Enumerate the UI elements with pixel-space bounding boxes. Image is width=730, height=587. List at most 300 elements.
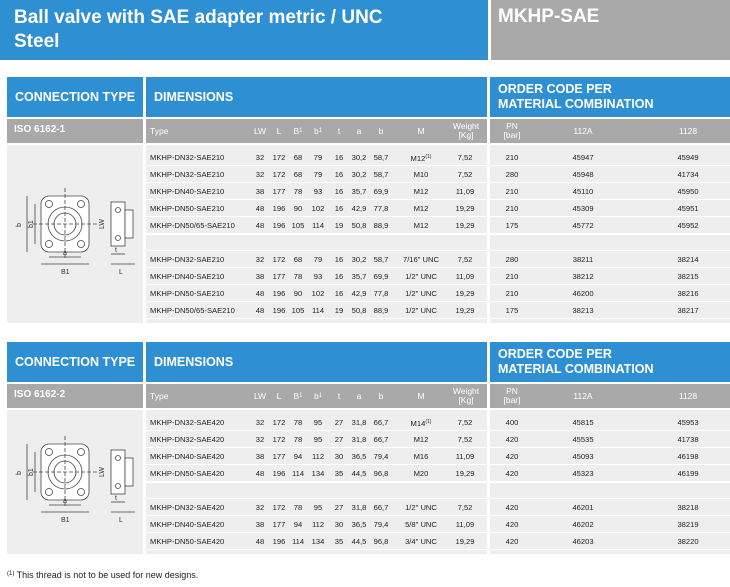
col-l-label: L [276, 390, 282, 401]
cell-b [368, 285, 394, 302]
cell-lw-value: 48 [255, 306, 265, 315]
col-b1-subscript: 1 [299, 127, 303, 134]
cell-m [392, 533, 450, 550]
group-separator [146, 234, 487, 251]
cell-weight [448, 217, 482, 234]
section-iso-6162-2 [0, 342, 730, 564]
order-code-header-line1: ORDER CODE PER [498, 347, 612, 361]
product-code: MKHP-SAE [491, 0, 730, 60]
cell-c2: 38216 [677, 289, 699, 298]
cell-b1l [306, 149, 330, 166]
cell-type [150, 166, 250, 183]
drawing-label-b1-lower: b1 [28, 468, 35, 476]
col-type-header [150, 384, 210, 408]
cell-l-value: 177 [272, 452, 286, 461]
cell-type-value: MKHP-DN50-SAE420 [150, 537, 225, 546]
cell-m [392, 465, 450, 482]
cell-type-value: MKHP-DN50-SAE210 [150, 289, 225, 298]
cell-b1l [306, 516, 330, 533]
dimensions-column-headers [146, 119, 487, 143]
cell-lw [250, 499, 270, 516]
cell-l-value: 177 [272, 187, 286, 196]
cell-pn: 175 [505, 221, 519, 230]
cell-b1l-value: 93 [313, 187, 323, 196]
cell-b1l-value: 112 [311, 452, 325, 461]
order-code-header-line2: MATERIAL COMBINATION [498, 362, 654, 376]
cell-pn: 210 [505, 187, 519, 196]
table-row [146, 431, 487, 448]
cell-c2: 45949 [677, 153, 699, 162]
cell-m-value: M20 [413, 469, 429, 478]
col-lw-header [250, 119, 270, 143]
cell-c2: 46199 [677, 469, 699, 478]
cell-m-value: 3/4" UNC [405, 537, 437, 546]
col-112a-label: 112A [573, 125, 593, 136]
cell-lw-value: 32 [255, 255, 265, 264]
cell-type [150, 268, 250, 285]
drawing-label-l: L [119, 269, 123, 276]
table-row [490, 149, 730, 166]
table-row [490, 499, 730, 516]
cell-c1: 46200 [572, 289, 594, 298]
col-type-header [150, 119, 210, 143]
cell-weight-value: 7,52 [457, 435, 473, 444]
cell-weight [448, 251, 482, 268]
cell-c2: 38220 [677, 537, 699, 546]
cell-pn: 420 [505, 537, 519, 546]
cell-weight [448, 285, 482, 302]
cell-type [150, 448, 250, 465]
cell-a-value: 44,5 [351, 537, 367, 546]
cell-pn: 210 [505, 153, 519, 162]
cell-b1l [306, 431, 330, 448]
drawing-label-lw: LW [99, 219, 106, 229]
cell-c2: 45953 [677, 418, 699, 427]
cell-weight-value: 19,29 [455, 289, 475, 298]
cell-t-value: 27 [334, 503, 344, 512]
technical-drawing [7, 410, 143, 554]
cell-b [368, 268, 394, 285]
col-b-label: b [378, 390, 384, 401]
cell-pn: 420 [505, 435, 519, 444]
cell-m-value: M14 [410, 419, 426, 428]
table-row [490, 465, 730, 482]
cell-b1-value: 78 [293, 187, 303, 196]
cell-b1l [306, 268, 330, 285]
cell-b-value: 96,8 [373, 469, 389, 478]
col-m-label: M [417, 390, 425, 401]
col-b1-lower-header [306, 119, 330, 143]
cell-b [368, 499, 394, 516]
col-pn-label: PN [506, 386, 518, 396]
cell-pn: 420 [505, 520, 519, 529]
col-l-label: L [276, 125, 282, 136]
cell-a-value: 30,2 [351, 153, 367, 162]
col-weight-unit: [Kg] [458, 130, 474, 140]
cell-b1-value: 94 [293, 520, 303, 529]
cell-l-value: 196 [272, 537, 286, 546]
cell-m [392, 251, 450, 268]
cell-a-value: 31,8 [351, 435, 367, 444]
col-a-label: a [356, 390, 362, 401]
group-separator [490, 482, 730, 499]
cell-b1l [306, 414, 330, 431]
cell-type-value: MKHP-DN40-SAE210 [150, 187, 225, 196]
cell-l-value: 196 [272, 469, 286, 478]
table-row [490, 516, 730, 533]
group-separator [146, 482, 487, 499]
cell-weight [448, 414, 482, 431]
cell-type [150, 149, 250, 166]
cell-b1l-value: 114 [311, 306, 325, 315]
cell-pn: 210 [505, 289, 519, 298]
cell-weight [448, 183, 482, 200]
cell-t-value: 16 [334, 187, 344, 196]
page-subtitle: Steel [14, 31, 60, 52]
cell-b1l-value: 114 [311, 221, 325, 230]
cell-t-value: 27 [334, 435, 344, 444]
cell-pn: 175 [505, 306, 519, 315]
cell-t-value: 35 [334, 469, 344, 478]
cell-a-value: 35,7 [351, 272, 367, 281]
col-pn-header [494, 119, 530, 143]
cell-l-value: 196 [272, 204, 286, 213]
cell-weight [448, 448, 482, 465]
cell-b1l-value: 79 [313, 255, 323, 264]
cell-m [392, 183, 450, 200]
cell-weight-value: 7,52 [457, 153, 473, 162]
cell-c1: 38213 [572, 306, 594, 315]
page-title: Ball valve with SAE adapter metric / UNC [14, 7, 383, 28]
cell-type [150, 431, 250, 448]
drawing-label-b1: B1 [61, 517, 70, 524]
cell-weight [448, 149, 482, 166]
cell-type-value: MKHP-DN32-SAE210 [150, 153, 225, 162]
cell-weight-value: 19,29 [455, 537, 475, 546]
cell-b1-value: 114 [291, 469, 305, 478]
cell-b1l [306, 285, 330, 302]
col-b1-lower-label: b [313, 390, 319, 401]
cell-type [150, 414, 250, 431]
drawing-label-b: b [16, 471, 23, 475]
cell-l-value: 196 [272, 306, 286, 315]
col-pn-header-text [503, 122, 520, 140]
table-row [490, 533, 730, 550]
cell-lw-value: 32 [255, 503, 265, 512]
cell-m-value: 1/2" UNC [405, 289, 437, 298]
cell-m-value: M12 [413, 221, 429, 230]
cell-lw-value: 38 [255, 272, 265, 281]
cell-lw [250, 183, 270, 200]
cell-c1: 45948 [572, 170, 594, 179]
cell-b1l [306, 533, 330, 550]
cell-b-value: 77,8 [373, 289, 389, 298]
cell-m-value: 1/2" UNC [405, 272, 437, 281]
cell-b [368, 183, 394, 200]
cell-c2: 38217 [677, 306, 699, 315]
cell-b-value: 66,7 [373, 435, 389, 444]
cell-c1: 45309 [572, 204, 594, 213]
cell-weight-value: 7,52 [457, 503, 473, 512]
cell-weight [448, 268, 482, 285]
footnote-ref: (1) [425, 419, 432, 425]
cell-b-value: 58,7 [373, 170, 389, 179]
cell-lw-value: 38 [255, 187, 265, 196]
table-row [490, 431, 730, 448]
cell-pn: 420 [505, 469, 519, 478]
table-row [490, 217, 730, 234]
cell-type [150, 465, 250, 482]
cell-lw [250, 414, 270, 431]
cell-b-value: 79,4 [373, 452, 389, 461]
cell-b1-value: 78 [293, 272, 303, 281]
cell-type-value: MKHP-DN32-SAE210 [150, 170, 225, 179]
col-1128-label: 1128 [678, 390, 698, 401]
connection-type-header: CONNECTION TYPE [7, 77, 143, 117]
cell-weight [448, 465, 482, 482]
cell-m [392, 149, 450, 166]
col-weight-label: Weight [452, 121, 480, 131]
cell-c1: 45815 [572, 418, 594, 427]
table-row [490, 200, 730, 217]
cell-c1: 38211 [572, 255, 594, 264]
cell-m [392, 166, 450, 183]
cell-a-value: 42,9 [351, 204, 367, 213]
cell-b [368, 414, 394, 431]
col-lw-header [250, 384, 270, 408]
cell-c1: 38212 [572, 272, 594, 281]
footnote-text: This thread is not to be used for new designs. [14, 570, 199, 580]
flange-side-neck [125, 210, 133, 238]
col-a-label: a [356, 125, 362, 136]
cell-c2: 38215 [677, 272, 699, 281]
cell-type [150, 251, 250, 268]
cell-t-value: 35 [334, 537, 344, 546]
col-112a-header [558, 119, 608, 143]
footnote-mark: (1) [7, 571, 15, 577]
col-1128-header [658, 384, 718, 408]
cell-weight [448, 166, 482, 183]
drawing-label-a: a [63, 250, 67, 257]
cell-b1l-value: 102 [311, 204, 325, 213]
cell-type [150, 516, 250, 533]
cell-c1: 45323 [572, 469, 594, 478]
dimensions-header: DIMENSIONS [146, 342, 487, 382]
table-row [490, 285, 730, 302]
cell-b1l [306, 217, 330, 234]
cell-b1l-value: 95 [313, 418, 323, 427]
cell-b1-value: 68 [293, 255, 303, 264]
order-code-table [490, 145, 730, 323]
cell-type-value: MKHP-DN50-SAE420 [150, 469, 225, 478]
col-lw-label: LW [253, 390, 267, 401]
cell-a-value: 50,8 [351, 221, 367, 230]
cell-b1l-value: 95 [313, 503, 323, 512]
cell-lw [250, 431, 270, 448]
col-b1-label: B [293, 390, 300, 401]
cell-b1-value: 68 [293, 170, 303, 179]
order-code-header [490, 342, 730, 382]
cell-l-value: 172 [272, 503, 286, 512]
table-row [146, 200, 487, 217]
table-row [146, 183, 487, 200]
cell-lw-value: 38 [255, 452, 265, 461]
col-t-label: t [337, 125, 341, 136]
cell-m [392, 448, 450, 465]
flange-side-neck [125, 458, 133, 486]
cell-c2: 45951 [677, 204, 699, 213]
cell-b-value: 69,9 [373, 187, 389, 196]
cell-lw [250, 251, 270, 268]
cell-b1l [306, 251, 330, 268]
cell-lw-value: 32 [255, 418, 265, 427]
table-row [146, 465, 487, 482]
cell-l-value: 172 [272, 170, 286, 179]
cell-lw-value: 32 [255, 435, 265, 444]
title-block [0, 0, 488, 60]
group-separator [490, 234, 730, 251]
cell-b [368, 149, 394, 166]
cell-c2: 45950 [677, 187, 699, 196]
dimensions-header: DIMENSIONS [146, 77, 487, 117]
cell-type-value: MKHP-DN32-SAE210 [150, 255, 225, 264]
drawing-label-t: t [115, 495, 117, 502]
col-weight-unit: [Kg] [458, 395, 474, 405]
cell-lw [250, 465, 270, 482]
cell-b [368, 431, 394, 448]
cell-lw-value: 48 [255, 204, 265, 213]
col-b-label: b [378, 125, 384, 136]
cell-lw [250, 516, 270, 533]
cell-b1l-value: 134 [311, 469, 325, 478]
cell-b1l-value: 95 [313, 435, 323, 444]
cell-l-value: 196 [272, 289, 286, 298]
cell-a-value: 35,7 [351, 187, 367, 196]
cell-b-value: 79,4 [373, 520, 389, 529]
cell-m [392, 217, 450, 234]
cell-b1l [306, 183, 330, 200]
col-type-label: Type [150, 390, 169, 401]
technical-drawing [7, 145, 143, 323]
col-112a-label: 112A [573, 390, 593, 401]
col-weight-header-text [453, 122, 479, 140]
cell-b [368, 166, 394, 183]
iso-standard-label: ISO 6162-1 [7, 119, 143, 143]
cell-pn: 210 [505, 204, 519, 213]
col-type-label: Type [150, 125, 169, 136]
cell-t-value: 16 [334, 204, 344, 213]
cell-m-value: M12 [413, 435, 429, 444]
col-1128-header [658, 119, 718, 143]
cell-l-value: 172 [272, 418, 286, 427]
drawing-label-b: b [16, 223, 23, 227]
cell-l-value: 177 [272, 520, 286, 529]
cell-b-value: 88,9 [373, 221, 389, 230]
cell-m-value: 1/2" UNC [405, 306, 437, 315]
cell-type-value: MKHP-DN32-SAE420 [150, 503, 225, 512]
drawing-label-lw: LW [99, 467, 106, 477]
cell-pn: 400 [505, 418, 519, 427]
col-b1-lower-label: b [313, 125, 319, 136]
table-row [146, 166, 487, 183]
col-b1-subscript: 1 [299, 392, 303, 399]
cell-a-value: 31,8 [351, 503, 367, 512]
col-weight-header [446, 119, 486, 143]
cell-type-value: MKHP-DN50/65-SAE210 [150, 306, 235, 315]
cell-weight-value: 19,29 [455, 204, 475, 213]
cell-weight-value: 11,09 [455, 187, 475, 196]
cell-b [368, 448, 394, 465]
cell-c1: 46201 [572, 503, 594, 512]
table-row [146, 448, 487, 465]
cell-c1: 45947 [572, 153, 594, 162]
cell-t-value: 16 [334, 170, 344, 179]
cell-b-value: 69,9 [373, 272, 389, 281]
flange-drawing [7, 145, 143, 323]
cell-b1-value: 90 [293, 204, 303, 213]
cell-m [392, 431, 450, 448]
cell-weight [448, 302, 482, 319]
cell-b1-value: 94 [293, 452, 303, 461]
col-m-header [392, 119, 450, 143]
cell-b [368, 533, 394, 550]
table-row [146, 302, 487, 319]
cell-b1-value: 78 [293, 435, 303, 444]
cell-t-value: 30 [334, 520, 344, 529]
col-pn-header-text [503, 387, 520, 405]
cell-type-value: MKHP-DN40-SAE210 [150, 272, 225, 281]
cell-c2: 45952 [677, 221, 699, 230]
cell-type [150, 285, 250, 302]
cell-m-value: M10 [413, 170, 429, 179]
dimensions-column-headers [146, 384, 487, 408]
col-b-header [368, 384, 394, 408]
cell-weight-value: 19,29 [455, 469, 475, 478]
drawing-label-b1: B1 [61, 269, 70, 276]
cell-weight-value: 11,09 [455, 272, 475, 281]
cell-type [150, 183, 250, 200]
col-1128-label: 1128 [678, 125, 698, 136]
cell-b [368, 251, 394, 268]
drawing-label-l: L [119, 517, 123, 524]
cell-lw [250, 268, 270, 285]
cell-c2: 46198 [677, 452, 699, 461]
cell-lw [250, 166, 270, 183]
title-bar [0, 0, 730, 60]
col-pn-unit: [bar] [503, 130, 521, 140]
cell-l-value: 172 [272, 255, 286, 264]
cell-a-value: 44,5 [351, 469, 367, 478]
cell-t-value: 27 [334, 418, 344, 427]
table-row [146, 533, 487, 550]
cell-c1: 45535 [572, 435, 594, 444]
cell-lw-value: 48 [255, 537, 265, 546]
table-row [146, 251, 487, 268]
table-row [146, 499, 487, 516]
table-row [146, 217, 487, 234]
cell-lw [250, 285, 270, 302]
cell-lw-value: 32 [255, 170, 265, 179]
cell-c2: 38218 [677, 503, 699, 512]
cell-b1-value: 105 [291, 306, 305, 315]
table-row [490, 251, 730, 268]
col-lw-label: LW [253, 125, 267, 136]
col-weight-header [446, 384, 486, 408]
cell-b1-value: 78 [293, 503, 303, 512]
cell-lw-value: 32 [255, 153, 265, 162]
cell-t-value: 16 [334, 289, 344, 298]
cell-pn: 210 [505, 272, 519, 281]
